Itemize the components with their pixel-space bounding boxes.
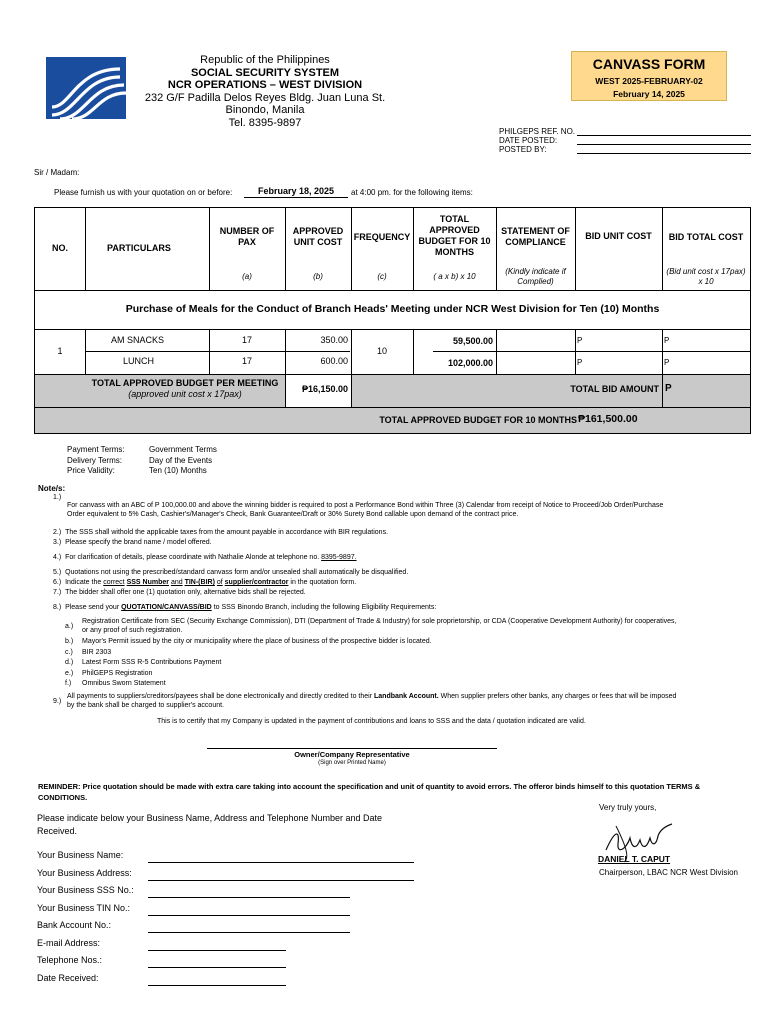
row-unit-cost: 600.00 <box>320 356 348 366</box>
certification-text: This is to certify that my Company is updated in the payment of contributions and loans to SSS and the data / quotation indicated are valid. <box>157 718 586 725</box>
philgeps-ref-field[interactable] <box>577 135 751 136</box>
sub-req-c: BIR 2303 <box>82 648 112 656</box>
note-9-text-c: When supplier prefers other banks, any charges or fees that will be imposed <box>440 693 677 700</box>
col-header-unit-cost-line1: APPROVED <box>292 226 344 236</box>
col-header-total-budget-line3: BUDGET FOR 10 <box>418 236 491 246</box>
salutation: Sir / Madam: <box>34 168 80 177</box>
note-1 <box>67 501 757 520</box>
note-6-text-f: of <box>216 579 223 586</box>
tab-per-meeting-label <box>85 378 285 400</box>
time-text: at 4:00 pm. for the following items: <box>351 188 473 197</box>
col-header-total-budget-line4: MONTHS <box>435 247 474 257</box>
agency-header <box>130 54 400 129</box>
note-6-text-d: and <box>170 579 183 586</box>
note-8-text-d: , including the following Eligibility Requirements: <box>287 604 437 611</box>
subheader-bid-total-line2: x 10 <box>698 277 714 286</box>
note-1-line2: Order equivalent to 5% Cash, Cashier's/Manager's Check, Bank Guarantee/Draft or 30% Surety Bond callable upon demand of the contract price. <box>67 511 519 519</box>
note-4 <box>53 553 357 562</box>
note-3-text: Please specify the brand name / model offered. <box>65 539 212 546</box>
note-9-text-d: by the bank shall be charged to supplier's account. <box>67 702 224 710</box>
bank-account-label: Bank Account No.: <box>37 920 112 930</box>
reminder <box>38 781 738 803</box>
col-header-pax <box>209 226 285 248</box>
business-name-field[interactable] <box>148 862 414 863</box>
owner-sublabel: (Sign over Printed Name) <box>318 760 386 766</box>
sub-req-keys <box>65 637 73 690</box>
subheader-compliance-line2: Complied) <box>517 277 554 286</box>
note-2 <box>53 528 388 537</box>
posted-by-field[interactable] <box>577 153 751 154</box>
date-received-field[interactable] <box>148 985 286 986</box>
philgeps-block <box>499 127 575 154</box>
business-prompt-line1: Please indicate below your Business Name, Address and Telephone Number and Date <box>37 813 383 823</box>
deadline-date: February 18, 2025 <box>257 186 335 196</box>
note-5-number: 5.) <box>53 569 62 576</box>
owner-signature-line[interactable] <box>207 748 497 749</box>
col-header-compliance <box>496 226 575 248</box>
sub-req-d-key: d.) <box>65 659 74 666</box>
note-9-text-a: All payments to suppliers/creditors/payees shall be done electronically and directly credited to their <box>67 693 373 700</box>
form-title: CANVASS FORM <box>592 56 706 72</box>
col-header-compliance-line2: COMPLIANCE <box>505 237 566 247</box>
business-tin-field[interactable] <box>148 915 350 916</box>
terms-values <box>149 445 217 477</box>
note-4-text: For clarification of details, please coordinate with Nathalie Alonde at telephone no. <box>65 554 320 561</box>
business-address-field[interactable] <box>148 880 414 881</box>
col-header-compliance-line1: STATEMENT OF <box>501 226 570 236</box>
note-6-text-c: SSS Number <box>126 579 169 586</box>
payment-terms-value: Government Terms <box>149 445 217 454</box>
note-5-text: Quotations not using the prescribed/standard canvass form and/or unsealed shall automatically be disqualified. <box>65 569 409 576</box>
note-8-text-c: to SSS Binondo Branch <box>213 604 288 611</box>
business-tin-label: Your Business TIN No.: <box>37 903 131 913</box>
sss-logo <box>46 57 126 119</box>
date-posted-label: DATE POSTED: <box>499 136 558 145</box>
col-header-bid-unit-cost: BID UNIT COST <box>585 231 652 241</box>
signatory-title: Chairperson, LBAC NCR West Division <box>599 868 739 877</box>
business-sss-field[interactable] <box>148 897 350 898</box>
note-7-number: 7.) <box>53 589 62 596</box>
section-title: Purchase of Meals for the Conduct of Branch Heads' Meeting under NCR West Division for Ten (10) Months <box>125 303 660 315</box>
business-sss-label: Your Business SSS No.: <box>37 885 134 895</box>
col-header-unit-cost <box>285 226 351 248</box>
note-6-text-h: in the quotation form. <box>290 579 357 586</box>
division-name: NCR OPERATIONS – WEST DIVISION <box>167 79 363 91</box>
telephone-field[interactable] <box>148 967 286 968</box>
signatory-name: DANIEL T. CAPUT <box>598 854 671 864</box>
note-6 <box>53 578 356 587</box>
note-1-line1: For canvass with an ABC of P 100,000.00 and above the winning bidder is required to post a Performance Bond within Three (3) Calendar from receipt of Notice to Proceed/Job Order/Purchase <box>67 502 664 509</box>
row-bid-unit-cost[interactable]: P <box>577 336 583 345</box>
business-prompt-line2: Received. <box>37 825 78 836</box>
note-4-phone: 8395-9897. <box>321 554 357 561</box>
telephone-line: Tel. 8395-9897 <box>228 116 302 129</box>
note-8-text-a: Please send your <box>65 604 120 611</box>
reminder-line2: CONDITIONS. <box>38 793 88 802</box>
subheader-c: (c) <box>377 272 387 281</box>
note-7 <box>53 588 306 597</box>
price-validity-label: Price Validity: <box>67 466 115 475</box>
subheader-compliance <box>496 267 575 287</box>
canvass-form-box <box>571 51 727 101</box>
philgeps-label: PHILGEPS REF. NO. <box>499 127 576 136</box>
tab-10-months-label: TOTAL APPROVED BUDGET FOR 10 MONTHS <box>379 415 577 425</box>
note-4-number: 4.) <box>53 554 62 561</box>
sub-req-c-key: c.) <box>65 648 73 656</box>
row-total-budget: 102,000.00 <box>447 358 493 368</box>
subheader-formula: ( a x b) x 10 <box>433 272 476 281</box>
address-line-2: Binondo, Manila <box>225 104 305 116</box>
note-1-number: 1.) <box>53 494 62 501</box>
item-frequency: 10 <box>376 346 387 356</box>
note-9 <box>67 692 757 711</box>
subheader-a: (a) <box>242 272 252 281</box>
owner-label: Owner/Company Representative <box>294 750 410 759</box>
col-header-bid-total-cost: BID TOTAL COST <box>668 232 744 242</box>
note-6-text-e: TIN-(BIR) <box>184 579 215 586</box>
note-2-text: The SSS shall withold the applicable taxes from the amount payable in accordance with BIR regulations. <box>65 529 389 536</box>
telephone-label: Telephone Nos.: <box>37 955 103 965</box>
note-6-number: 6.) <box>53 579 62 586</box>
subheader-bid-total-line1: (Bid unit cost x 17pax) <box>666 267 746 276</box>
republic-line: Republic of the Philippines <box>200 54 330 66</box>
sub-req-f-key: f.) <box>65 680 72 687</box>
col-header-pax-line2: PAX <box>238 237 256 247</box>
date-received-label: Date Received: <box>37 973 99 983</box>
deadline-underline <box>244 197 348 198</box>
tab-per-meeting-label-line2: (approved unit cost x 17pax) <box>128 389 242 399</box>
price-validity-value: Ten (10) Months <box>149 466 207 475</box>
sub-req-b: Mayor's Permit issued by the city or municipality where the place of business of the prospective bidder is located. <box>82 638 432 645</box>
row-particular: LUNCH <box>123 356 155 366</box>
sub-req-a-line2: or any proof of such registration. <box>82 627 183 635</box>
note-9-number: 9.) <box>53 698 62 705</box>
sub-req-d: Latest Form SSS R-5 Contributions Payment <box>82 659 222 666</box>
col-header-unit-cost-line2: UNIT COST <box>293 237 343 247</box>
subheader-compliance-line1: (Kindly indicate if <box>505 267 566 276</box>
col-header-total-budget-line1: TOTAL <box>439 214 470 224</box>
subheader-bid-total <box>662 267 750 287</box>
sub-req-a-key: a.) <box>65 623 74 630</box>
agency-name: SOCIAL SECURITY SYSTEM <box>190 66 340 79</box>
col-header-pax-line1: NUMBER OF <box>219 226 275 236</box>
terms-labels <box>67 445 125 477</box>
note-6-text-a: Indicate the <box>65 579 102 586</box>
note-9-landbank: Landbank Account. <box>374 693 439 700</box>
furnish-text: Please furnish us with your quotation on or before: <box>54 188 233 197</box>
row-bid-total-cost[interactable]: P <box>664 358 670 367</box>
sub-req-texts <box>82 637 432 690</box>
row-unit-cost: 350.00 <box>320 335 348 345</box>
form-reference: WEST 2025-FEBRUARY-02 <box>595 76 703 86</box>
row-bid-unit-cost[interactable]: P <box>577 358 583 367</box>
tab-per-meeting-label-line1: TOTAL APPROVED BUDGET PER MEETING <box>91 378 279 388</box>
col-header-particulars: PARTICULARS <box>107 243 171 253</box>
note-3-number: 3.) <box>53 539 62 546</box>
total-bid-amount-value[interactable]: P <box>665 383 672 394</box>
posted-by-label: POSTED BY: <box>499 145 547 154</box>
very-truly-yours: Very truly yours, <box>599 803 657 812</box>
row-total-budget: 59,500.00 <box>452 336 493 346</box>
col-header-no: NO. <box>51 243 68 253</box>
note-8 <box>53 603 436 612</box>
sub-req-e-key: e.) <box>65 669 74 677</box>
payment-terms-label: Payment Terms: <box>67 445 125 454</box>
reminder-line1: REMINDER: Price quotation should be made with extra care taking into account the specification and unit of quantity to avoid errors. The offeror binds himself to this quotation TERMS & <box>38 782 701 791</box>
row-bid-total-cost[interactable]: P <box>664 336 670 345</box>
total-bid-amount-label: TOTAL BID AMOUNT <box>570 384 659 394</box>
note-8-number: 8.) <box>53 604 62 611</box>
sub-req-a-line1: Registration Certificate from SEC (Security Exchange Commission), DTI (Department of Trade & Industry) for sole proprietorship, or CDA (Cooperative Development Authority) for cooperatives, <box>82 618 677 625</box>
col-header-frequency: FREQUENCY <box>353 232 411 242</box>
note-7-text: The bidder shall offer one (1) quotation only, alternative bids shall be rejected. <box>65 589 306 596</box>
note-2-number: 2.) <box>53 529 62 536</box>
col-header-total-budget-line2: APPROVED <box>429 225 480 235</box>
notes-title: Note/s: <box>38 484 66 493</box>
sub-req-b-key: b.) <box>65 638 74 645</box>
note-6-text-g: supplier/contractor <box>224 579 289 586</box>
date-posted-field[interactable] <box>577 144 751 145</box>
row-pax: 17 <box>241 335 252 345</box>
sub-req-e: PhilGEPS Registration <box>82 669 153 677</box>
sub-req-a <box>82 617 757 636</box>
email-field[interactable] <box>148 950 286 951</box>
note-8-text-b: QUOTATION/CANVASS/BID <box>121 604 212 611</box>
business-address-label: Your Business Address: <box>37 868 132 878</box>
email-label: E-mail Address: <box>37 938 101 948</box>
note-6-text-b: correct <box>103 579 125 586</box>
note-5 <box>53 568 408 577</box>
business-name-label: Your Business Name: <box>37 850 124 860</box>
business-prompt <box>37 812 382 837</box>
note-3 <box>53 538 212 547</box>
address-line-1: 232 G/F Padilla Delos Reyes Bldg. Juan Luna St. <box>144 91 386 104</box>
tab-10-months-value: ₱161,500.00 <box>578 413 638 425</box>
delivery-terms-value: Day of the Events <box>149 455 213 465</box>
row-pax: 17 <box>241 356 252 366</box>
canvass-table <box>34 207 751 434</box>
tab-per-meeting-value: ₱16,150.00 <box>301 384 348 394</box>
sub-req-f: Omnibus Sworn Statement <box>82 680 166 687</box>
col-header-total-budget <box>413 214 496 258</box>
bank-account-field[interactable] <box>148 932 350 933</box>
row-particular: AM SNACKS <box>111 335 165 345</box>
form-date: February 14, 2025 <box>613 89 685 99</box>
delivery-terms-label: Delivery Terms: <box>67 455 122 465</box>
subheader-b: (b) <box>313 272 323 281</box>
item-number: 1 <box>57 346 63 356</box>
